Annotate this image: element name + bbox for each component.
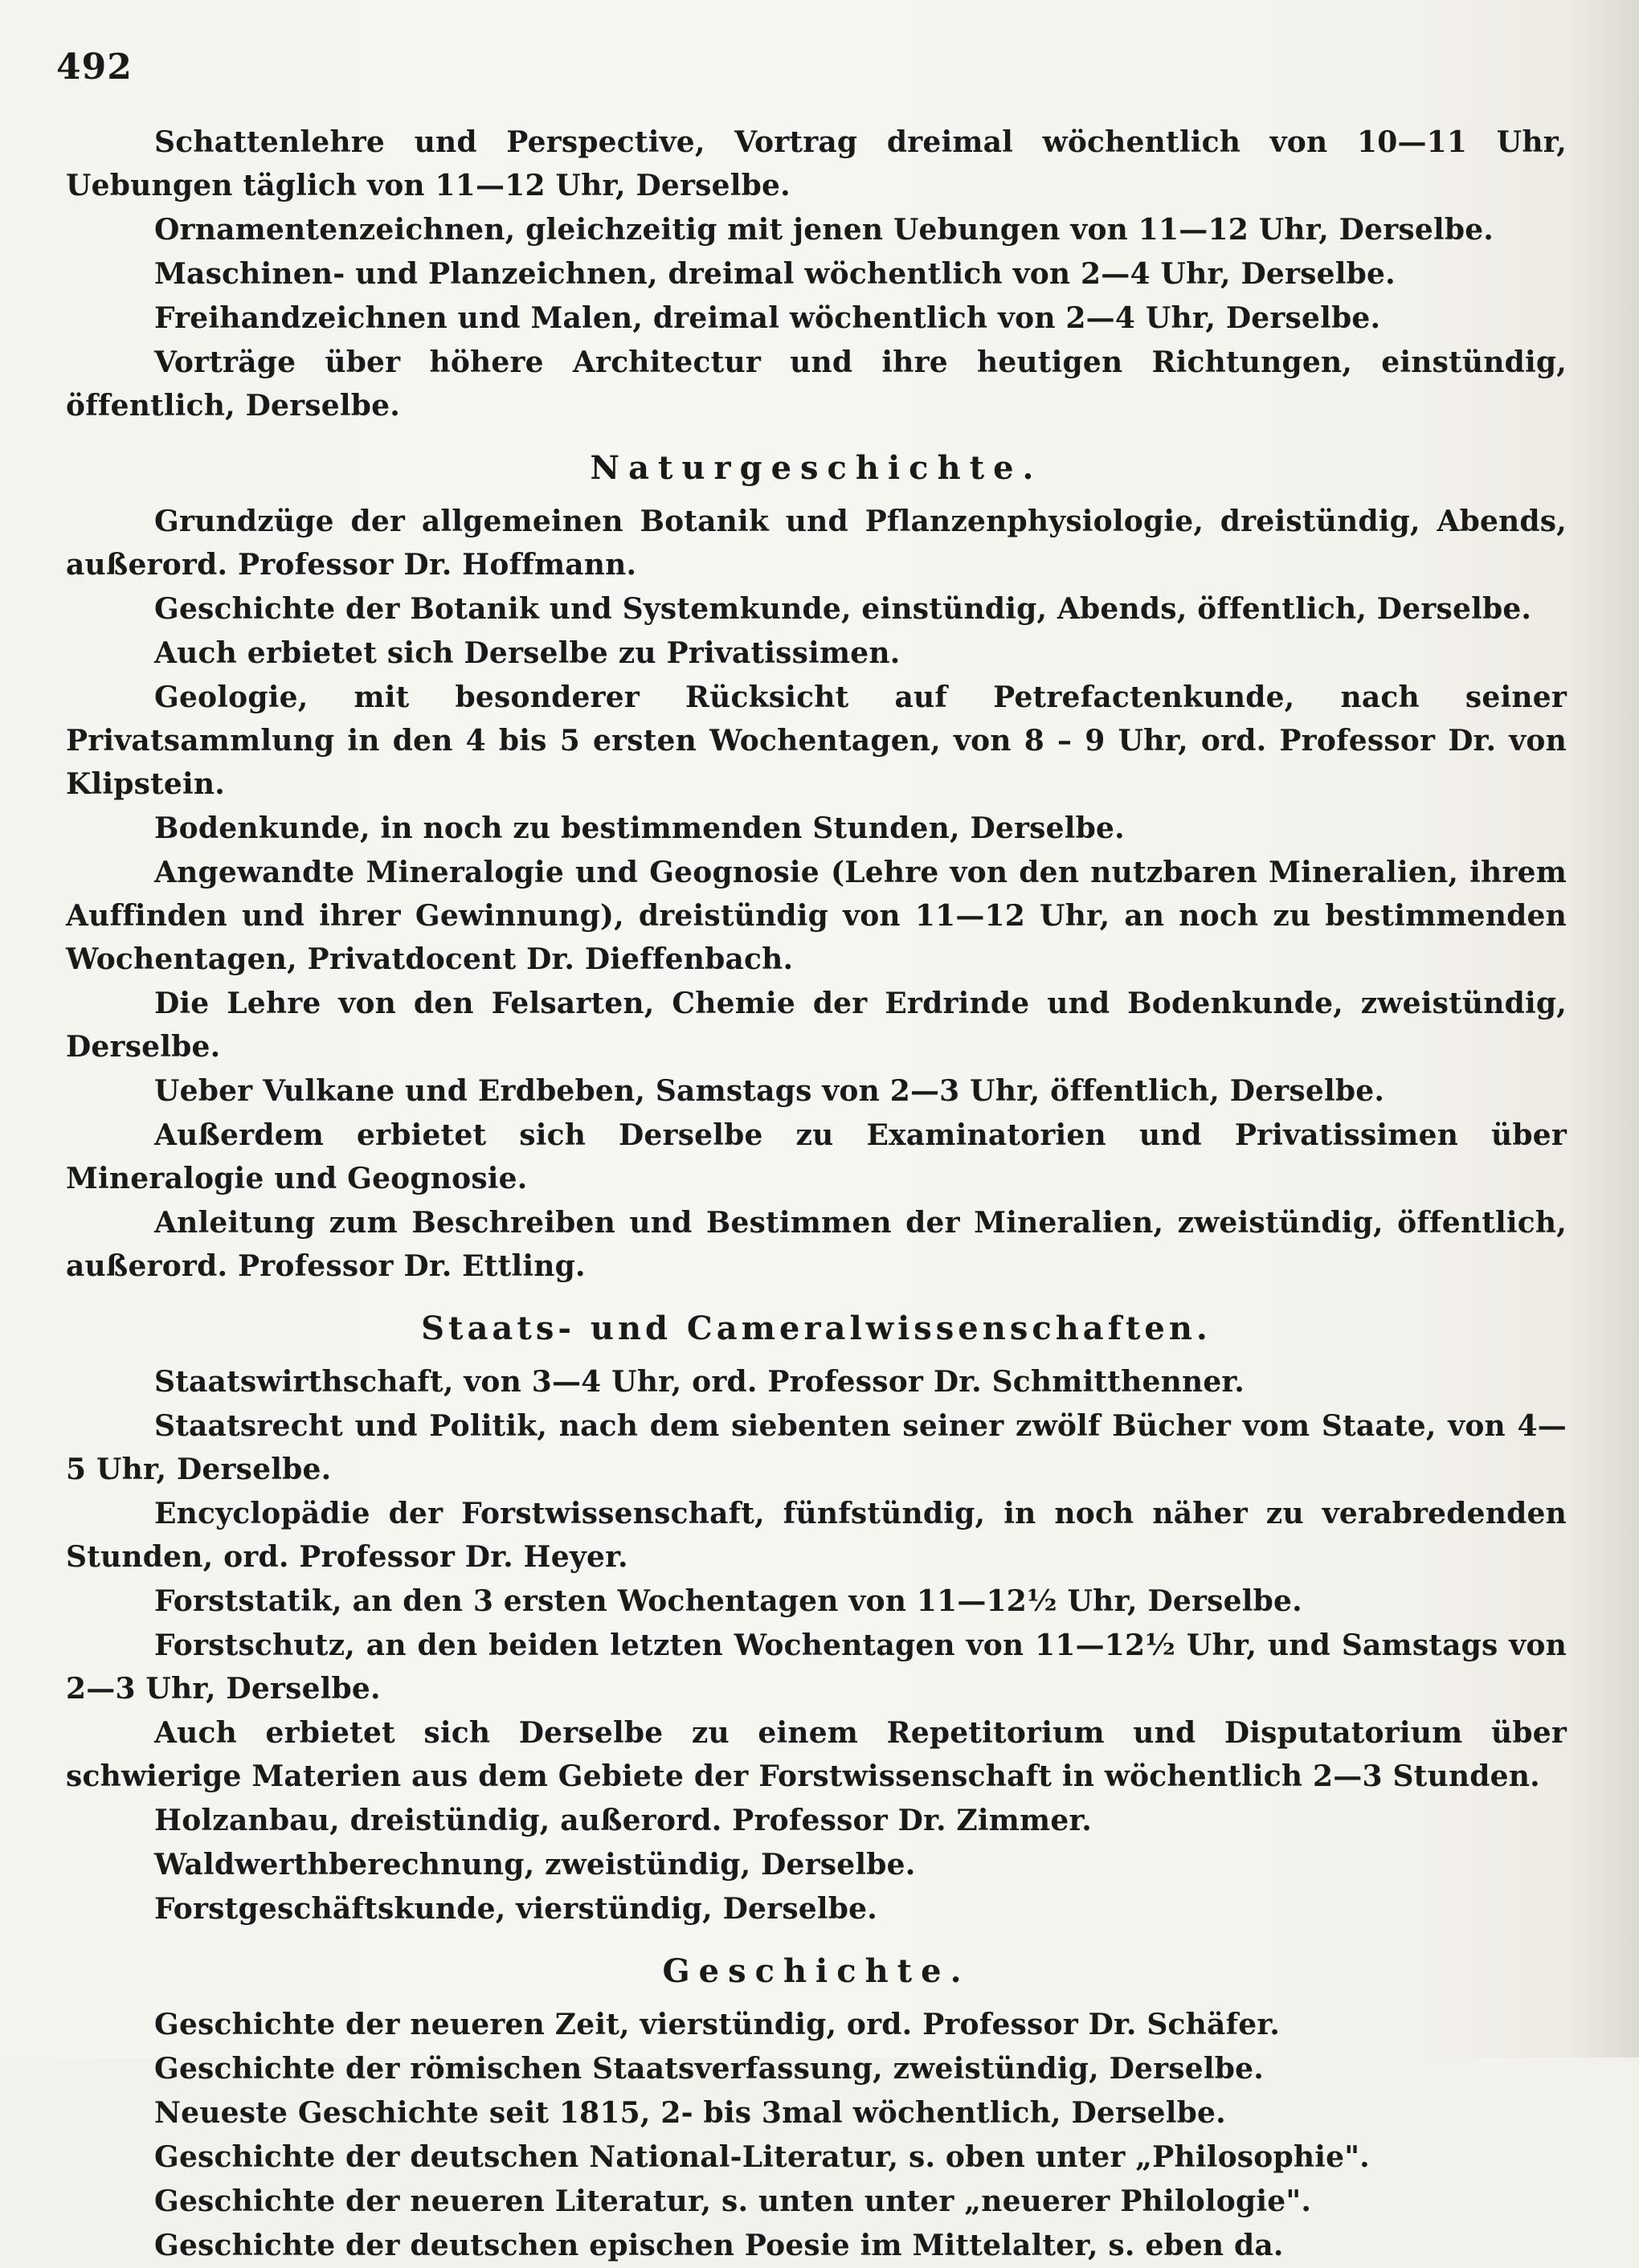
paragraph: Ueber Vulkane und Erdbeben, Samstags von 2—3 Uhr, öffentlich, Derselbe. (154, 1074, 1385, 1108)
paragraph: Geschichte der römischen Staatsverfassung, zweistündig, Derselbe. (154, 2052, 1264, 2086)
paragraph: Die Lehre von den Felsarten, Chemie der Erdrinde und Bodenkunde, zweistündig, Derselbe. (66, 987, 1567, 1064)
paragraph: Geschichte der deutschen National-Literatur, s. oben unter „Philosophie". (154, 2140, 1370, 2174)
page-number: 492 (56, 47, 133, 88)
paragraph: Holzanbau, dreistündig, außerord. Professor Dr. Zimmer. (154, 1804, 1093, 1837)
paragraph: Anleitung zum Beschreiben und Bestimmen der Mineralien, zweistündig, öffentlich, außerord. Professor Dr. Ettling. (66, 1206, 1567, 1283)
paragraph: Bodenkunde, in noch zu bestimmenden Stunden, Derselbe. (154, 811, 1125, 845)
section-heading: Staats- und Cameralwissenschaften. (421, 1310, 1212, 1347)
page-content (66, 121, 1567, 2268)
paragraph: Geschichte der neueren Zeit, vierstündig, ord. Professor Dr. Schäfer. (154, 2008, 1280, 2041)
paragraph: Maschinen- und Planzeichnen, dreimal wöchentlich von 2—4 Uhr, Derselbe. (154, 257, 1396, 291)
paragraph: Neueste Geschichte seit 1815, 2- bis 3mal wöchentlich, Derselbe. (154, 2096, 1226, 2130)
paragraph: Staatsrecht und Politik, nach dem siebenten seiner zwölf Bücher vom Staate, von 4—5 Uhr, Derselbe. (66, 1409, 1567, 1486)
paragraph: Ornamentenzeichnen, gleichzeitig mit jenen Uebungen von 11—12 Uhr, Derselbe. (154, 213, 1494, 247)
paragraph: Vorträge über höhere Architectur und ihre heutigen Richtungen, einstündig, öffentlich, Derselbe. (66, 345, 1567, 423)
paragraph: Forststatik, an den 3 ersten Wochentagen von 11—12½ Uhr, Derselbe. (154, 1584, 1302, 1618)
paragraph: Forstgeschäftskunde, vierstündig, Derselbe. (154, 1892, 877, 1926)
paragraph: Auch erbietet sich Derselbe zu einem Repetitorium und Disputatorium über schwierige Materien aus dem Gebiete der Forstwissenschaft in wöchentlich 2—3 Stunden. (66, 1716, 1567, 1793)
section-naturgeschichte (66, 443, 1567, 1288)
paragraph: Encyclopädie der Forstwissenschaft, fünfstündig, in noch näher zu verabredenden Stunden, ord. Professor Dr. Heyer. (66, 1497, 1567, 1574)
paragraph: Auch erbietet sich Derselbe zu Privatissimen. (154, 636, 901, 670)
paragraph: Geschichte der deutschen epischen Poesie im Mittelalter, s. eben da. (154, 2229, 1284, 2262)
paragraph: Geschichte der Botanik und Systemkunde, einstündig, Abends, öffentlich, Derselbe. (154, 592, 1532, 626)
section-geschichte (66, 1947, 1567, 2267)
paragraph: Schattenlehre und Perspective, Vortrag dreimal wöchentlich von 10—11 Uhr, Uebungen täglich von 11—12 Uhr, Derselbe. (66, 125, 1567, 202)
paragraph: Angewandte Mineralogie und Geognosie (Lehre von den nutzbaren Mineralien, ihrem Auffinden und ihrer Gewinnung), dreistündig von 11—12 Uhr, an noch zu bestimmenden Wochentagen, Privatdocent Dr. Dieffenbach. (66, 856, 1567, 976)
page-edge-shadow (1567, 0, 1639, 2058)
paragraph: Außerdem erbietet sich Derselbe zu Examinatorien und Privatissimen über Mineralogie und Geognosie. (66, 1118, 1567, 1195)
paragraph: Forstschutz, an den beiden letzten Wochentagen von 11—12½ Uhr, und Samstags von 2—3 Uhr, Derselbe. (66, 1628, 1567, 1706)
section-heading: Geschichte. (662, 1952, 971, 1990)
section-architecture-continued (66, 121, 1567, 427)
paragraph: Freihandzeichnen und Malen, dreimal wöchentlich von 2—4 Uhr, Derselbe. (154, 301, 1381, 335)
paragraph: Waldwerthberechnung, zweistündig, Derselbe. (154, 1848, 916, 1882)
paragraph: Geschichte der neueren Literatur, s. unten unter „neuerer Philologie". (154, 2184, 1312, 2218)
section-heading: Naturgeschichte. (590, 449, 1043, 487)
paragraph: Staatswirthschaft, von 3—4 Uhr, ord. Professor Dr. Schmitthenner. (154, 1365, 1245, 1399)
paragraph: Grundzüge der allgemeinen Botanik und Pflanzenphysiologie, dreistündig, Abends, außerord. Professor Dr. Hoffmann. (66, 505, 1567, 582)
paragraph: Geologie, mit besonderer Rücksicht auf Petrefactenkunde, nach seiner Privatsammlung in den 4 bis 5 ersten Wochentagen, von 8 – 9 Uhr, ord. Professor Dr. von Klipstein. (66, 680, 1567, 801)
section-staats-und-cameralwissenschaften (66, 1304, 1567, 1931)
